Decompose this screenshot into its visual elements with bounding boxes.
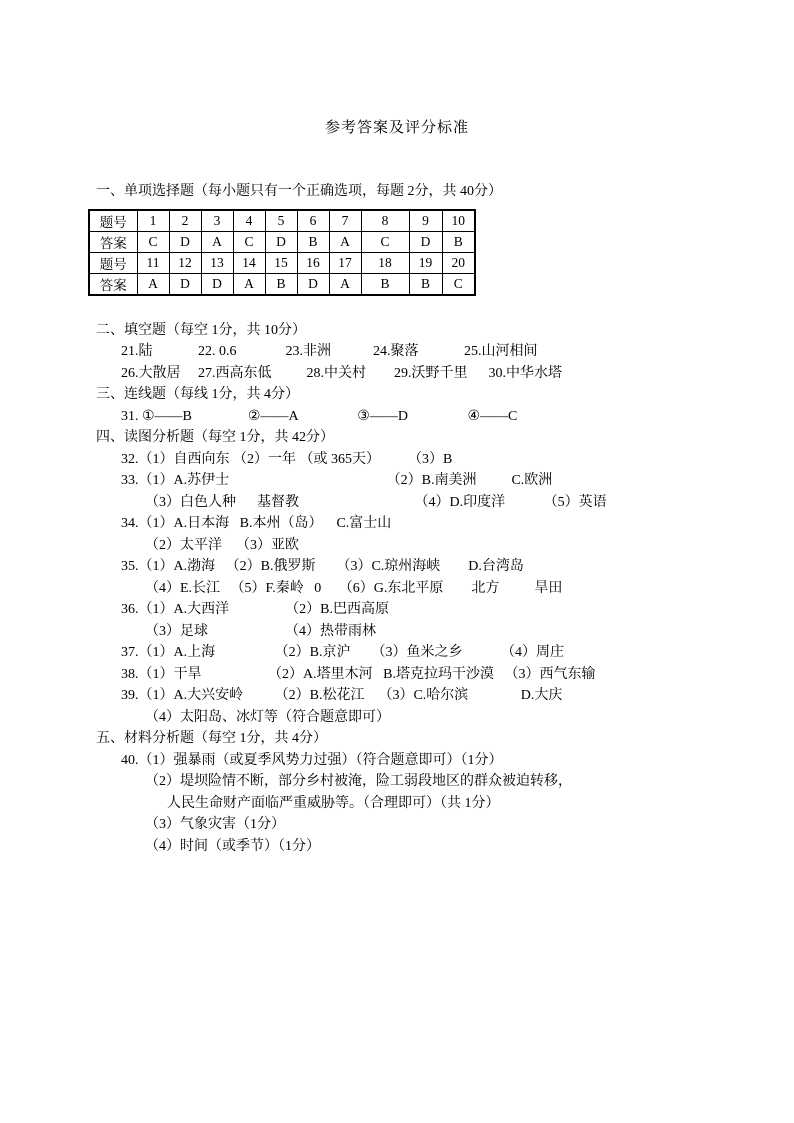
answer-cell: D [169,231,201,252]
section-5-heading: 五、材料分析题（每空 1分，共 4分） [96,731,327,746]
map-analysis-line-32: 32.（1）自西向东 （2）一年 （或 365天） （3）B [121,451,453,467]
answer-cell: B [409,273,442,295]
question-number-cell: 6 [297,210,329,232]
answer-cell: A [329,273,361,295]
map-analysis-line-34a: 34.（1）A.日本海 B.本州（岛） C.富士山 [121,516,392,531]
answer-cell: A [137,273,169,295]
question-number-cell: 2 [169,210,201,232]
map-analysis-line-39a: 39.（1）A.大兴安岭 （2）B.松花江 （3）C.哈尔滨 D.大庆 [121,688,563,703]
map-analysis-line-38: 38.（1）干旱 （2）A.塔里木河 B.塔克拉玛干沙漠 （3）西气东输 [121,666,596,682]
question-number-cell: 5 [265,210,297,232]
question-number-cell: 20 [442,252,475,273]
question-number-cell: 18 [361,252,409,273]
question-number-cell: 1 [137,210,169,232]
answer-cell: C [361,231,409,252]
table-row-question-numbers-2 [89,252,475,273]
question-number-cell: 13 [201,252,233,273]
map-analysis-line-36a: 36.（1）A.大西洋 （2）B.巴西高原 [121,602,389,617]
answer-cell: C [137,231,169,252]
answer-cell: C [442,273,475,295]
question-number-cell: 7 [329,210,361,232]
answer-cell: B [361,273,409,295]
fill-blank-answer-line-2: 26.大散居 27.西高东低 28.中关村 29.沃野千里 30.中华水塔 [121,365,562,381]
question-number-cell: 4 [233,210,265,232]
map-analysis-line-37: 37.（1）A.上海 （2）B.京沪 （3）鱼米之乡 （4）周庄 [121,645,564,660]
question-number-cell: 3 [201,210,233,232]
answers-table [88,209,476,296]
material-analysis-line-40-2-cont: 人民生命财产面临严重威胁等。（合理即可）（共 1分） [167,795,500,811]
material-analysis-line-40-4: （4）时间（或季节）（1分） [145,838,320,854]
answer-cell: A [233,273,265,295]
map-analysis-line-33b: （3）白色人种 基督教 （4）D.印度洋 （5）英语 [145,494,607,510]
question-number-cell: 9 [409,210,442,232]
table-row-question-numbers-1 [89,210,475,232]
question-number-cell: 17 [329,252,361,273]
question-number-cell: 10 [442,210,475,232]
material-analysis-line-40-2: （2）堤坝险情不断，部分乡村被淹，险工弱段地区的群众被迫转移， [145,774,572,789]
material-analysis-line-40-3: （3）气象灾害（1分） [145,817,285,832]
question-number-cell: 16 [297,252,329,273]
map-analysis-line-34b: （2）太平洋 （3）亚欧 [145,537,299,553]
answer-cell: D [297,273,329,295]
question-number-cell: 19 [409,252,442,273]
answer-cell: D [265,231,297,252]
question-number-cell: 14 [233,252,265,273]
map-analysis-line-33a: 33.（1）A.苏伊士 （2）B.南美洲 C.欧洲 [121,473,553,488]
answer-cell: D [201,273,233,295]
row-label-cell: 题号 [89,252,137,273]
table-row-answers-2 [89,273,475,295]
section-2-heading: 二、填空题（每空 1分，共 10分） [96,322,306,338]
answer-cell: D [169,273,201,295]
answer-cell: B [442,231,475,252]
matching-answer-line: 31. ①——B ②——A ③——D ④——C [121,408,518,424]
answer-cell: B [297,231,329,252]
question-number-cell: 8 [361,210,409,232]
material-analysis-line-40-1: 40.（1）强暴雨（或夏季风势力过强）（符合题意即可）（1分） [121,752,503,768]
question-number-cell: 12 [169,252,201,273]
row-label-cell: 答案 [89,231,137,252]
map-analysis-line-35b: （4）E.长江 （5）F.秦岭 0 （6）G.东北平原 北方 旱田 [145,580,563,596]
section-1-heading: 一、单项选择题（每小题只有一个正确选项，每题 2分，共 40分） [96,184,502,199]
table-row-answers-1 [89,231,475,252]
section-3-heading: 三、连线题（每线 1分，共 4分） [96,387,299,402]
answer-cell: C [233,231,265,252]
question-number-cell: 15 [265,252,297,273]
map-analysis-line-35a: 35.（1）A.渤海 （2）B.俄罗斯 （3）C.琼州海峡 D.台湾岛 [121,559,524,574]
answer-cell: B [265,273,297,295]
answer-cell: D [409,231,442,252]
row-label-cell: 题号 [89,210,137,232]
fill-blank-answer-line-1: 21.陆 22. 0.6 23.非洲 24.聚落 25.山河相间 [121,344,538,359]
row-label-cell: 答案 [89,273,137,295]
map-analysis-line-39b: （4）太阳岛、冰灯等（符合题意即可） [145,709,390,725]
answer-cell: A [329,231,361,252]
page-title: 参考答案及评分标准 [324,120,469,136]
section-4-heading: 四、读图分析题（每空 1分，共 42分） [96,430,334,445]
answer-cell: A [201,231,233,252]
question-number-cell: 11 [137,252,169,273]
map-analysis-line-36b: （3）足球 （4）热带雨林 [145,623,376,639]
